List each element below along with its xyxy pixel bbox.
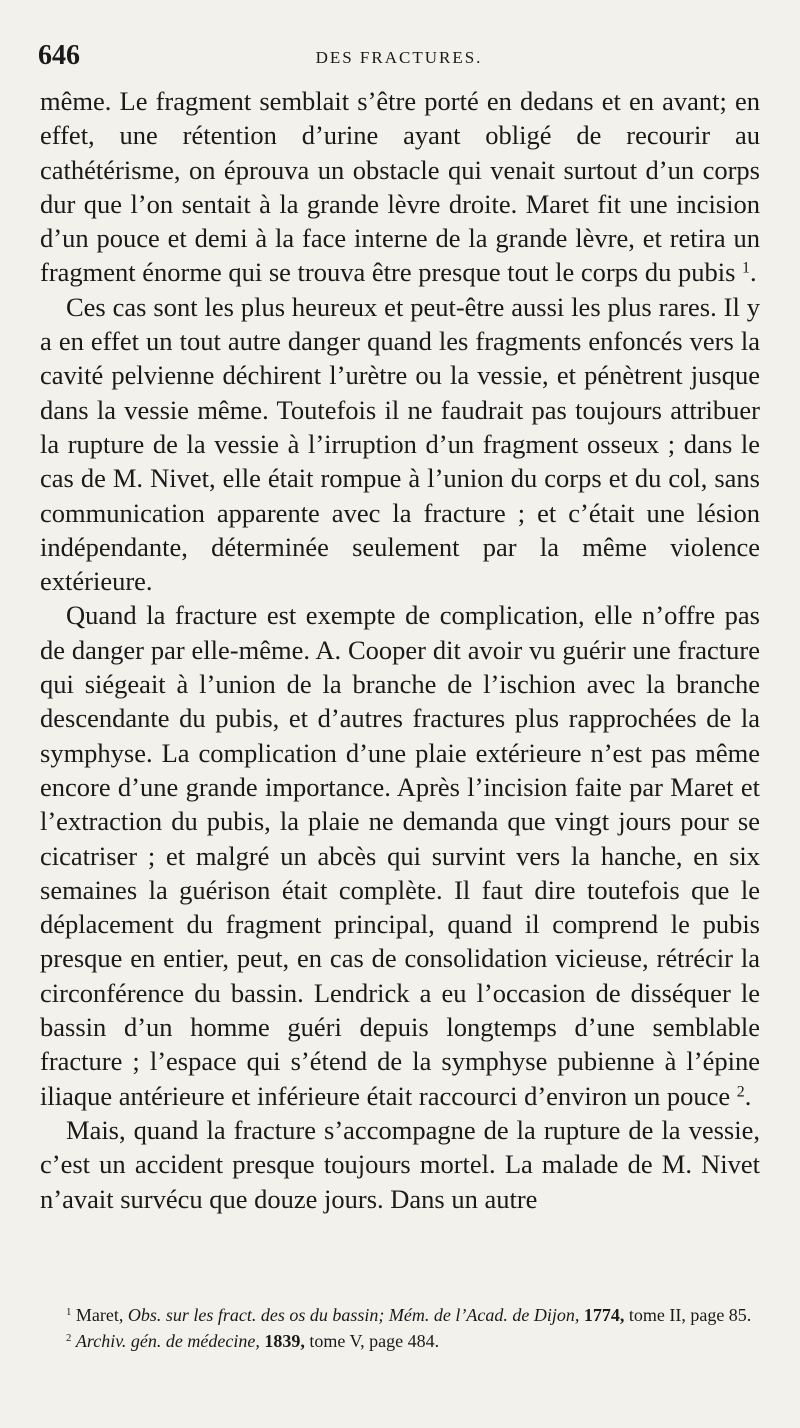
running-head: DES FRACTURES. xyxy=(315,48,483,67)
footnote-rest: tome V, page 484. xyxy=(309,1331,440,1351)
footnote-year: 1839, xyxy=(264,1331,305,1351)
body-text xyxy=(40,84,760,1216)
footnote-year: 1774, xyxy=(583,1305,625,1325)
footnote-marker: 1 xyxy=(66,1306,72,1319)
footnote-author: Maret, xyxy=(75,1305,124,1325)
paragraph-2: Ces cas sont les plus heureux et peut-être aussi les plus rares. Il y a en effet un tout autre danger quand les fragments enfoncés vers la cavité pelvienne déchirent l’urètre ou la vessie, et pénètrent jusque dans la vessie même. Toutefois il ne faudrait pas toujours attribuer la rupture de la vessie à l’irruption d’un fragment osseux ; dans le cas de M. Nivet, elle était rompue à l’union du corps et du col, sans communication apparente avec la fracture ; et c’était une lésion indépendante, déterminée seulement par la même violence extérieure. xyxy=(40,291,760,597)
footnotes xyxy=(40,1302,760,1354)
footnote-ref-1: 1 xyxy=(742,259,750,277)
footnote-2 xyxy=(40,1328,760,1354)
footnote-marker: 2 xyxy=(66,1332,72,1345)
footnote-title: Archiv. gén. de médecine, xyxy=(75,1331,260,1351)
paragraph-3: Quand la fracture est exempte de complication, elle n’offre pas de danger par elle-même. A. Cooper dit avoir vu guérir une fracture qui siégeait à l’union de la branche de l’ischion avec la branche descendante du pubis, et d’autres fractures plus rapprochées de la symphyse. La complication d’une plaie extérieure n’est pas même encore d’une grande importance. Après l’incision faite par Maret et l’extraction du pubis, la plaie ne demanda que vingt jours pour se cicatriser ; et malgré un abcès qui survint vers la hanche, en six semaines la guérison était complète. Il faut dire toutefois que le déplacement du fragment principal, quand il comprend le pubis presque en entier, peut, en cas de consolidation vicieuse, rétrécir la circonférence du bassin. Lendrick a eu l’occasion de disséquer le bassin d’un homme guéri depuis longtemps d’une semblable fracture ; l’espace qui s’étend de la symphyse pubienne à l’épine iliaque antérieure et inférieure était raccourci d’environ un pouce $^2$. xyxy=(40,600,760,1111)
page-number: 646 xyxy=(38,40,80,71)
page-header xyxy=(38,40,760,80)
footnote-1 xyxy=(40,1302,760,1328)
paragraph-4: Mais, quand la fracture s’accompagne de la rupture de la vessie, c’est un accident presque toujours mortel. La malade de M. Nivet n’avait survécu que douze jours. Dans un autre xyxy=(40,1114,760,1214)
footnote-ref-2: 2 xyxy=(736,1082,745,1100)
paragraph-1: même. Le fragment semblait s’être porté en dedans et en avant; en effet, une rétention d’urine ayant obligé de recourir au cathétérisme, on éprouva un obstacle qui venait surtout d’un corps dur que l’on sentait à la grande lèvre droite. Maret fit une incision d’un pouce et demi à la face interne de la grande lèvre, et retira un fragment énorme qui se trouva être presque tout le corps du pubis $^1$. xyxy=(40,86,760,288)
footnote-title: Obs. sur les fract. des os du bassin; Mém. de l’Acad. de Dijon, xyxy=(127,1305,580,1325)
paragraph-1-text: même. Le fragment semblait s’être porté en dedans et en avant; en effet, une rétention d’urine ayant obligé de recourir au cathétérisme, on éprouva un obstacle qui venait surtout d’un corps dur que l’on sentait à la grande lèvre droite. Maret fit une incision d’un pouce et demi à la face interne de la grande lèvre, et retira un fragment énorme qui se trouva être presque tout le corps du pubis xyxy=(40,86,760,288)
paragraph-3-text: Quand la fracture est exempte de complication, elle n’offre pas de danger par elle-même. A. Cooper dit avoir vu guérir une fracture qui siégeait à l’union de la branche de l’ischion avec la branche descendante du pubis, et d’autres fractures plus rapprochées de la symphyse. La complication d’une plaie extérieure n’est pas même encore d’une grande importance. Après l’incision faite par Maret et l’extraction du pubis, la plaie ne demanda que vingt jours pour se cicatriser ; et malgré un abcès qui survint vers la hanche, en six semaines la guérison était complète. Il faut dire toutefois que le déplacement du fragment principal, quand il comprend le pubis presque en entier, peut, en cas de consolidation vicieuse, rétrécir la circonférence du bassin. Lendrick a eu l’occasion de disséquer le bassin d’un homme guéri depuis longtemps d’une semblable fracture ; l’espace qui s’étend de la symphyse pubienne à l’épine iliaque antérieure et inférieure était raccourci d’environ un pouce xyxy=(40,600,760,1111)
footnote-rest: tome II, page 85. xyxy=(628,1305,752,1325)
